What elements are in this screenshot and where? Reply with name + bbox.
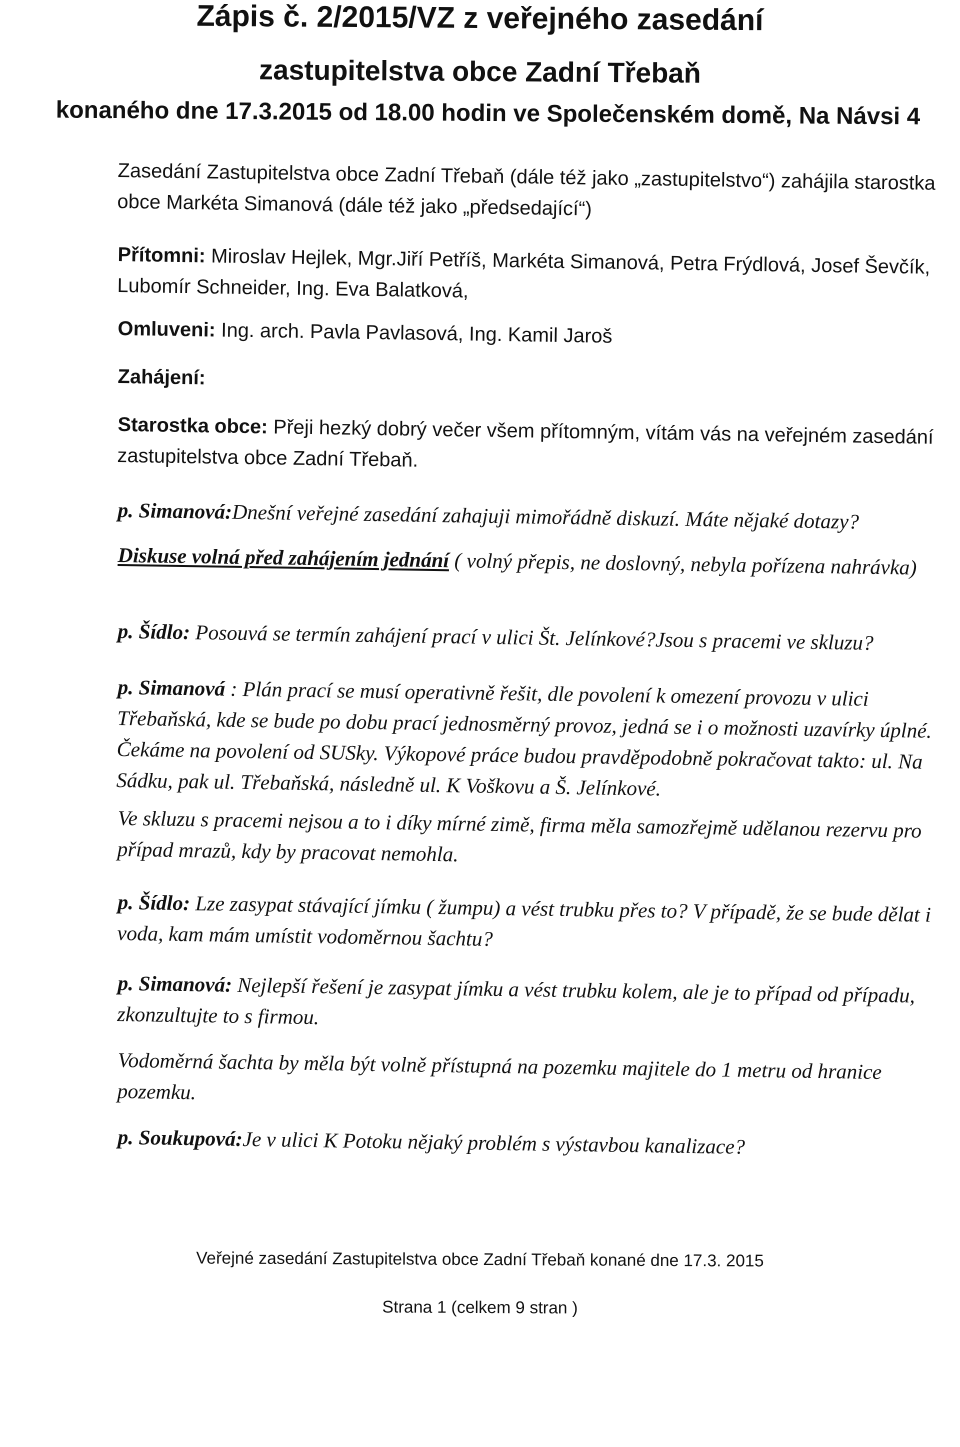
mayor-greeting bbox=[117, 410, 948, 485]
footer-page-number: Strana 1 (celkem 9 stran ) bbox=[382, 1297, 578, 1318]
mayor-text: Přeji hezký dobrý večer všem přítomným, vítám vás na veřejném zasedání zastupitelstva obce Zadní Třebaň. bbox=[117, 416, 934, 472]
speaker-label: p. Šídlo: bbox=[117, 618, 191, 645]
document-subtitle: zastupitelstva obce Zadní Třebaň bbox=[258, 54, 702, 89]
present-names: Miroslav Hejlek, Mgr.Jiří Petříš, Markéta Simanová, Petra Frýdlová, Josef Ševčík, Lubomír Schneider, Ing. Eva Balatková, bbox=[117, 245, 931, 303]
discussion-entry bbox=[116, 672, 948, 809]
discussion-entry bbox=[117, 968, 948, 1043]
speech-text: Dnešní veřejné zasedání zahajuji mimořádně diskuzí. Máte nějaké dotazy? bbox=[231, 499, 860, 534]
free-discussion-header bbox=[118, 540, 948, 584]
free-discussion-heading: Diskuse volná před zahájením jednání bbox=[117, 542, 450, 573]
speech-text: Vodoměrná šachta by měla být volně přístupná na pozemku majitele do 1 metru od hranice pozemku. bbox=[117, 1047, 882, 1105]
discussion-entry bbox=[117, 803, 948, 878]
discussion-entry bbox=[118, 1122, 948, 1166]
document-title: Zápis č. 2/2015/VZ z veřejného zasedání bbox=[196, 0, 764, 38]
speaker-label: p. Simanová: bbox=[117, 497, 233, 524]
discussion-opening bbox=[118, 495, 948, 539]
meeting-date-location: konaného dne 17.3.2015 od 18.00 hodin ve Společenském domě, Na Návsi 4 bbox=[55, 96, 921, 131]
mayor-label: Starostka obce: bbox=[117, 413, 268, 439]
attendance-excused bbox=[118, 314, 948, 358]
present-label: Přítomni: bbox=[117, 243, 206, 268]
footer-meeting-info: Veřejné zasedání Zastupitelstva obce Zadní Třebaň konané dne 17.3. 2015 bbox=[196, 1248, 764, 1271]
excused-label: Omluveni: bbox=[117, 317, 216, 342]
discussion-entry bbox=[118, 616, 948, 660]
attendance-present bbox=[117, 240, 948, 315]
speech-text: : Plán prací se musí operativně řešit, dle povolení k omezení provozu v ulici Třebaňská, kde se bude po dobu prací jednosměrný provoz, jedná se i o možnosti uzavírky úplné. Čekáme na povolení od SUSky. Výkopové práce budou pravděpodobně pokračovat takto: ul. Na Sádku, pak ul. Třebaňská, následně ul. K Voškovu a Š. Jelínkové. bbox=[116, 676, 932, 801]
speech-text: Nejlepší řešení je zasypat jímku a vést trubku kolem, ale je to případ od případu, zkonzultujte to s firmou. bbox=[117, 972, 916, 1030]
intro-paragraph: Zasedání Zastupitelstva obce Zadní Třebaň (dále též jako „zastupitelstvo“) zahájila starostka obce Markéta Simanová (dále též jako „předsedající“) bbox=[117, 159, 936, 221]
speaker-label: p. Soukupová: bbox=[117, 1124, 243, 1151]
speaker-label: p. Simanová: bbox=[117, 970, 233, 997]
opening-heading: Zahájení: bbox=[117, 365, 206, 390]
speech-text: Posouvá se termín zahájení prací v ulici Št. Jelínkové?Jsou s pracemi ve skluzu? bbox=[189, 620, 874, 655]
speech-text: Lze zasypat stávající jímku ( žumpu) a vést trubku přes to? V případě, že se bude dělat i voda, kam mám umístit vodoměrnou šachtu? bbox=[117, 891, 932, 951]
speech-text: Je v ulici K Potoku nějaký problém s výstavbou kanalizace? bbox=[242, 1126, 746, 1159]
speaker-label: p. Simanová bbox=[117, 674, 226, 701]
speech-text: Ve skluzu s pracemi nejsou a to i díky mírné zimě, firma měla samozřejmě udělanou rezervu pro případ mrazů, kdy by pracovat nemohla. bbox=[117, 805, 922, 867]
discussion-entry bbox=[117, 887, 948, 962]
free-discussion-note: ( volný přepis, ne doslovný, nebyla pořízena nahrávka) bbox=[448, 548, 917, 580]
speaker-label: p. Šídlo: bbox=[117, 889, 191, 916]
excused-names: Ing. arch. Pavla Pavlasová, Ing. Kamil Jaroš bbox=[215, 319, 613, 348]
discussion-entry bbox=[117, 1045, 948, 1120]
